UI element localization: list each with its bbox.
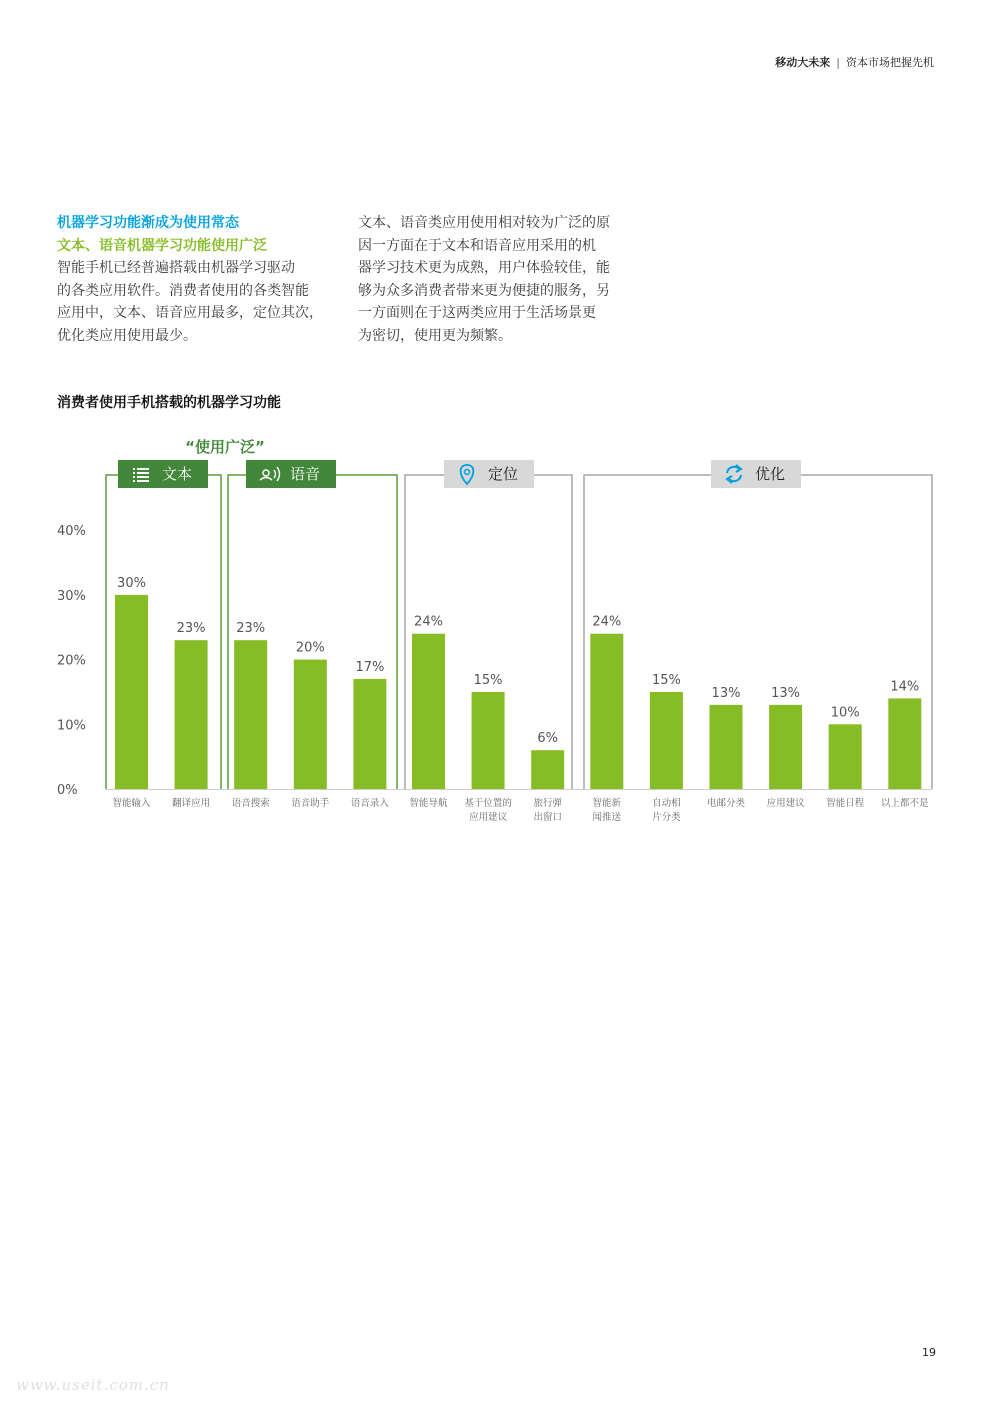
bar-value-label: 15% (473, 672, 503, 688)
body-line: 优化类应用使用最少。 (57, 327, 197, 344)
list-icon (133, 468, 135, 470)
x-tick-label: 应用建议 (766, 798, 805, 809)
bar-value-label: 6% (537, 731, 559, 747)
y-tick-label: 40% (57, 524, 86, 540)
bar-value-label: 10% (830, 705, 860, 721)
body-line: 一方面则在于这两类应用于生活场景更 (358, 305, 596, 321)
group-label: 定位 (487, 465, 519, 483)
list-icon (133, 476, 135, 478)
bar-value-label: 24% (414, 614, 443, 630)
y-tick-label: 0% (57, 783, 78, 798)
list-icon (133, 480, 135, 482)
bar-chart (0, 420, 992, 840)
body-line: 因一方面在于文本和语音应用采用的机 (358, 237, 596, 254)
body-line: 器学习技术更为成熟，用户体验较佳，能 (358, 260, 610, 276)
bar-value-label: 20% (295, 640, 325, 656)
group-label: 语音 (289, 465, 321, 483)
bar (353, 679, 386, 789)
bar (590, 634, 623, 789)
bar-value-label: 15% (651, 672, 681, 688)
x-tick-label: 语音录入 (350, 798, 389, 809)
page-header (775, 54, 934, 70)
bar (769, 705, 802, 789)
body-line: 够为众多消费者带来更为便捷的服务，另 (358, 282, 610, 299)
bar (531, 750, 564, 789)
body-line: 应用中，文本、语音应用最多，定位其次， (57, 305, 323, 321)
list-icon (137, 472, 149, 474)
left-text-column (57, 212, 337, 347)
chart-title: 消费者使用手机搭载的机器学习功能 (57, 395, 281, 411)
x-tick-label: 智能导航 (409, 798, 448, 809)
bar (412, 634, 445, 789)
bar (710, 705, 743, 789)
bar-value-label: 17% (355, 660, 385, 676)
header-subtitle: 资本市场把握先机 (846, 56, 934, 69)
x-tick-label: 智能新 (592, 798, 622, 809)
body-line: 文本、语音类应用使用相对较为广泛的原 (358, 215, 610, 231)
bar (175, 640, 208, 789)
y-tick-label: 10% (57, 718, 86, 734)
x-tick-label: 旅行弹 (533, 798, 562, 809)
bar (650, 692, 683, 789)
x-tick-label: 基于位置的 (464, 798, 512, 809)
x-tick-label: 以上都不是 (881, 798, 929, 809)
x-tick-label: 闻推送 (592, 812, 622, 823)
group-label: 文本 (161, 465, 193, 483)
bar-value-label: 24% (592, 614, 622, 630)
bar-value-label: 30% (117, 575, 146, 591)
x-tick-label: 片分类 (652, 812, 681, 823)
x-tick-label: 翻译应用 (172, 798, 211, 809)
x-tick-label: 自动相 (652, 798, 681, 809)
page-number: 19 (922, 1346, 936, 1359)
bar (294, 660, 327, 789)
bar (115, 595, 148, 789)
bar-value-label: 23% (176, 621, 206, 637)
bar-value-label: 14% (890, 679, 920, 695)
group-box (584, 475, 932, 789)
right-text-column (358, 212, 638, 347)
y-tick-label: 20% (57, 653, 86, 669)
y-tick-label: 30% (57, 588, 86, 604)
section-heading: 机器学习功能渐成为使用常态 (57, 215, 239, 231)
body-line: 的各类应用软件。消费者使用的各类智能 (57, 282, 309, 299)
bar (472, 692, 505, 789)
x-tick-label: 语音助手 (291, 798, 330, 809)
body-line: 智能手机已经普遍搭载由机器学习驱动 (57, 260, 295, 276)
section-subheading: 文本、语音机器学习功能使用广泛 (57, 237, 267, 254)
bar (829, 724, 862, 789)
group-label: 优化 (754, 465, 786, 483)
x-tick-label: 电邮分类 (706, 798, 746, 809)
list-icon (133, 472, 135, 474)
bar-value-label: 23% (236, 621, 266, 637)
header-brand: 移动大未来 (775, 56, 831, 69)
bar-value-label: 13% (711, 685, 741, 701)
x-tick-label: 应用建议 (469, 812, 508, 823)
list-icon (137, 468, 149, 470)
list-icon (137, 480, 149, 482)
x-tick-label: 语音搜索 (231, 798, 270, 809)
body-line: 为密切，使用更为频繁。 (358, 327, 512, 344)
bar (234, 640, 267, 789)
list-icon (137, 476, 149, 478)
x-tick-label: 智能输入 (112, 798, 151, 809)
x-tick-label: 出窗口 (533, 812, 562, 823)
watermark: www.useit.com.cn (16, 1376, 170, 1394)
x-tick-label: 智能日程 (826, 798, 865, 809)
header-separator: | (836, 56, 840, 69)
bar-value-label: 13% (771, 685, 801, 701)
highlight-label: “使用广泛” (185, 438, 265, 456)
bar (888, 698, 921, 789)
